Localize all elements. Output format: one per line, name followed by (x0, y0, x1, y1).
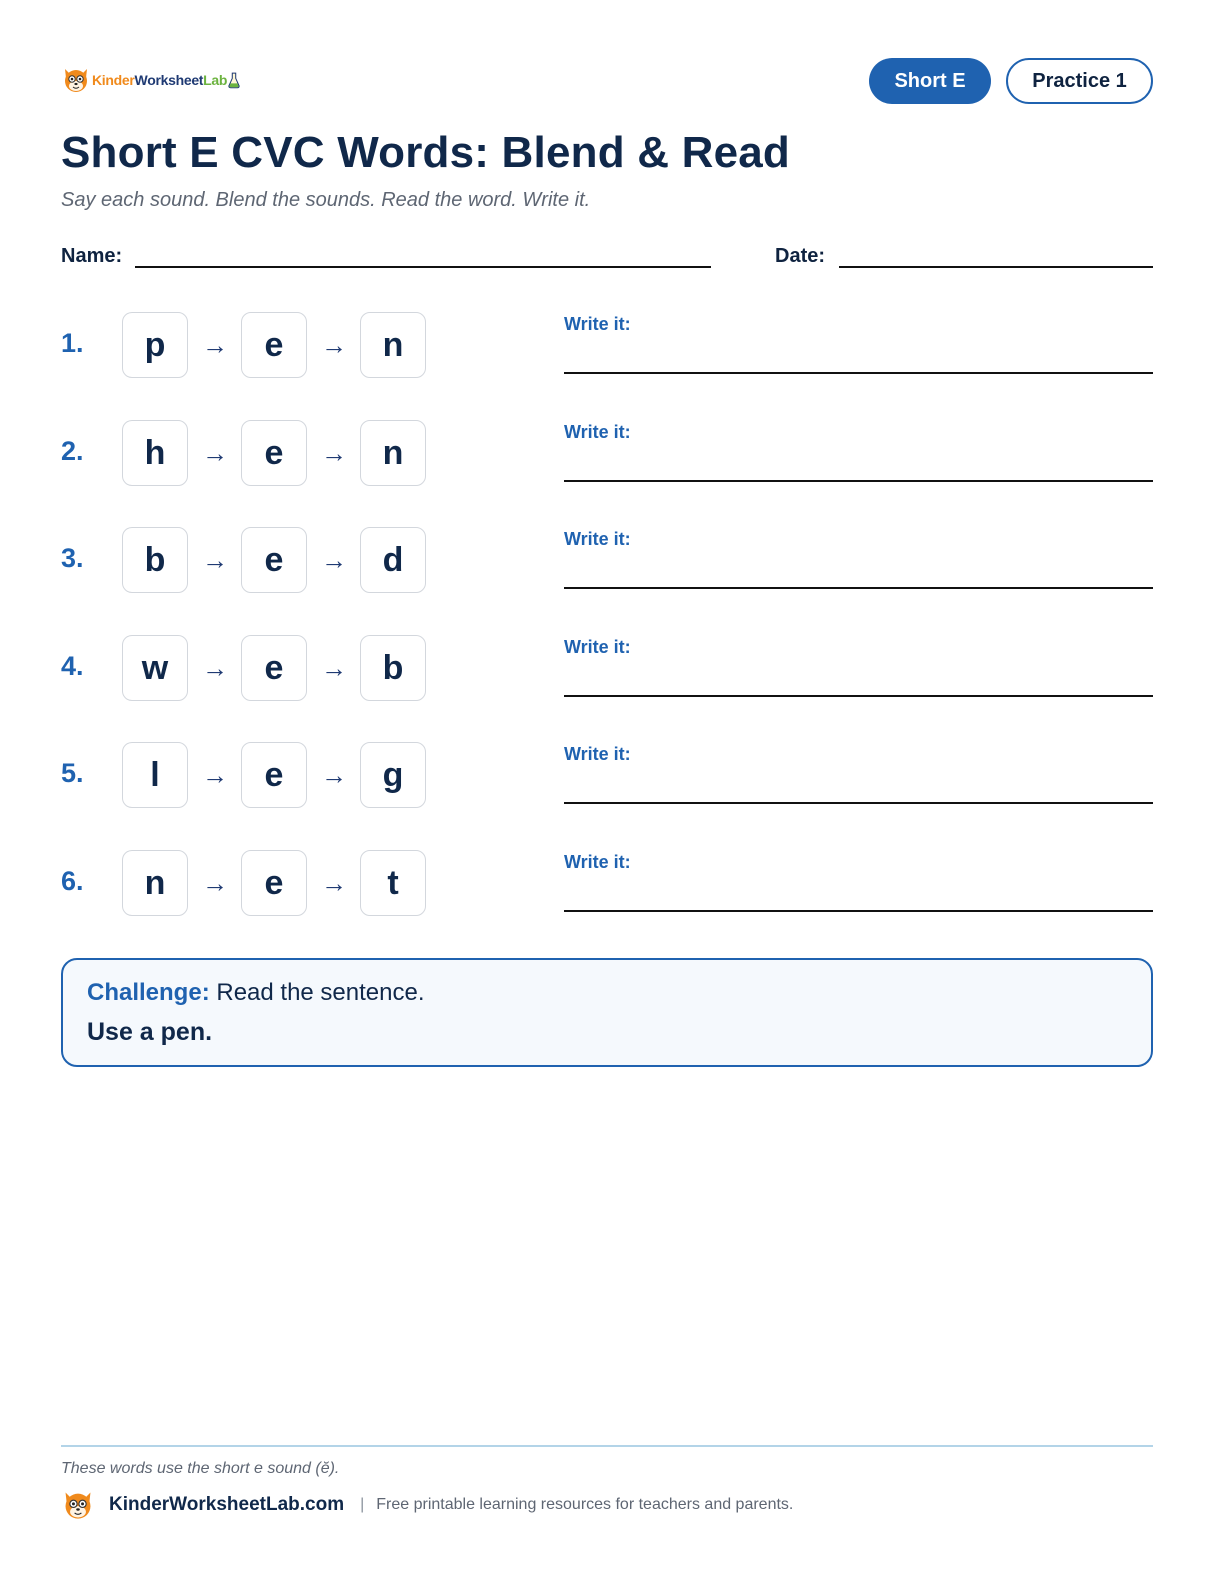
letter-tile-first: n (122, 850, 188, 916)
letter-tile-first: b (122, 527, 188, 593)
footer-separator: | (360, 1496, 365, 1513)
header-pills (869, 58, 1153, 104)
letter-tile-vowel: e (241, 742, 307, 808)
right-arrow-icon: → (321, 545, 347, 575)
write-it-line[interactable] (564, 372, 1153, 374)
right-arrow-icon: → (202, 330, 228, 360)
brand-logo (61, 64, 240, 96)
write-it-label: Write it: (564, 637, 631, 657)
fox-mascot-icon (61, 65, 91, 95)
practice-badge: Practice 1 (1006, 58, 1153, 104)
write-it-label: Write it: (564, 744, 631, 764)
brand-part-kinder: Kinder (92, 72, 135, 88)
letter-tile-first: p (122, 312, 188, 378)
brand-part-worksheet: Worksheet (134, 72, 204, 88)
date-label: Date: (775, 245, 826, 267)
word-row-5 (61, 742, 1153, 808)
letter-tile-first: w (122, 635, 188, 701)
write-it-line[interactable] (564, 910, 1153, 912)
item-number: 6. (61, 866, 84, 896)
footer-brand (61, 1488, 793, 1522)
footer-tagline: Free printable learning resources for teachers and parents. (376, 1496, 794, 1513)
letter-tile-last: n (360, 420, 426, 486)
write-it-line[interactable] (564, 695, 1153, 697)
letter-tile-vowel: e (241, 312, 307, 378)
footer-divider (61, 1445, 1153, 1447)
item-number: 3. (61, 543, 84, 573)
letter-tile-last: b (360, 635, 426, 701)
challenge-sentence: Use a pen. (87, 1018, 213, 1046)
challenge-instruction-text: Read the sentence. (209, 979, 425, 1006)
item-number: 5. (61, 758, 84, 788)
right-arrow-icon: → (321, 760, 347, 790)
page-subtitle: Say each sound. Blend the sounds. Read the word. Write it. (61, 189, 591, 211)
footer-site-link[interactable]: KinderWorksheetLab.com (109, 1494, 345, 1515)
write-it-line[interactable] (564, 587, 1153, 589)
name-line[interactable] (135, 266, 711, 268)
letter-tile-vowel: e (241, 420, 307, 486)
right-arrow-icon: → (321, 330, 347, 360)
write-it-label: Write it: (564, 852, 631, 872)
worksheet-page (61, 0, 1153, 1584)
letter-tile-vowel: e (241, 527, 307, 593)
date-line[interactable] (839, 266, 1153, 268)
right-arrow-icon: → (202, 868, 228, 898)
right-arrow-icon: → (202, 438, 228, 468)
letter-tile-last: d (360, 527, 426, 593)
write-it-line[interactable] (564, 802, 1153, 804)
word-row-3 (61, 527, 1153, 593)
page-title: Short E CVC Words: Blend & Read (61, 128, 790, 177)
letter-tile-vowel: e (241, 850, 307, 916)
letter-tile-last: g (360, 742, 426, 808)
right-arrow-icon: → (321, 653, 347, 683)
challenge-label: Challenge: (87, 979, 210, 1006)
footer-note: These words use the short e sound (ĕ). (61, 1460, 340, 1477)
write-it-label: Write it: (564, 314, 631, 334)
right-arrow-icon: → (202, 545, 228, 575)
letter-tile-last: t (360, 850, 426, 916)
right-arrow-icon: → (202, 653, 228, 683)
write-it-label: Write it: (564, 422, 631, 442)
letter-tile-vowel: e (241, 635, 307, 701)
right-arrow-icon: → (202, 760, 228, 790)
fox-mascot-icon (61, 1488, 95, 1522)
word-row-4 (61, 635, 1153, 701)
word-row-1 (61, 312, 1153, 378)
brand-part-lab: Lab (203, 72, 228, 88)
item-number: 1. (61, 328, 84, 358)
word-row-6 (61, 850, 1153, 916)
item-number: 4. (61, 651, 84, 681)
word-row-2 (61, 420, 1153, 486)
letter-tile-first: h (122, 420, 188, 486)
flask-icon (228, 71, 240, 89)
brand-name (92, 72, 227, 88)
item-number: 2. (61, 436, 84, 466)
name-label: Name: (61, 245, 123, 267)
topic-badge: Short E (869, 58, 991, 104)
challenge-box (61, 958, 1153, 1067)
right-arrow-icon: → (321, 868, 347, 898)
letter-tile-last: n (360, 312, 426, 378)
write-it-line[interactable] (564, 480, 1153, 482)
letter-tile-first: l (122, 742, 188, 808)
challenge-instruction (87, 979, 425, 1007)
right-arrow-icon: → (321, 438, 347, 468)
write-it-label: Write it: (564, 529, 631, 549)
